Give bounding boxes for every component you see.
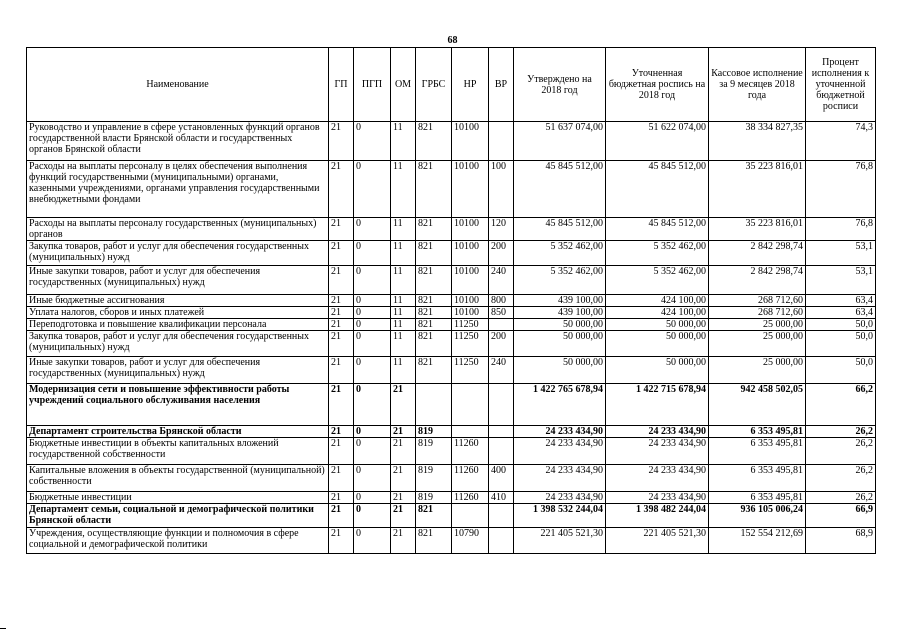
cell-refined: 24 233 434,90	[606, 465, 709, 492]
header-gp: ГП	[329, 48, 354, 122]
cell-approved: 24 233 434,90	[514, 426, 606, 438]
cell-refined: 50 000,00	[606, 331, 709, 357]
cell-approved: 24 233 434,90	[514, 438, 606, 465]
cell-om: 21	[391, 528, 416, 554]
table-body	[27, 122, 876, 554]
cell-percent: 76,8	[806, 161, 876, 218]
cell-refined: 221 405 521,30	[606, 528, 709, 554]
cell-name: Департамент семьи, социальной и демографической политики Брянской области	[27, 504, 329, 528]
cell-refined: 24 233 434,90	[606, 426, 709, 438]
cell-percent: 50,0	[806, 331, 876, 357]
cell-grbs: 821	[416, 122, 452, 161]
cell-om: 11	[391, 331, 416, 357]
cell-vr: 800	[489, 295, 514, 307]
cell-om: 11	[391, 241, 416, 266]
cell-percent: 50,0	[806, 319, 876, 331]
cell-grbs: 821	[416, 161, 452, 218]
cell-nr: 10100	[452, 122, 489, 161]
cell-pgp: 0	[354, 218, 391, 241]
cell-approved: 51 637 074,00	[514, 122, 606, 161]
cell-approved: 5 352 462,00	[514, 266, 606, 295]
cell-nr: 10100	[452, 266, 489, 295]
table-row	[27, 384, 876, 426]
cell-approved: 1 398 532 244,04	[514, 504, 606, 528]
cell-gp: 21	[329, 218, 354, 241]
cell-cash: 152 554 212,69	[709, 528, 806, 554]
table-row	[27, 122, 876, 161]
cell-refined: 5 352 462,00	[606, 266, 709, 295]
cell-name: Руководство и управление в сфере установленных функций органов государственной власти Брянской области и государственных органов Брянской области	[27, 122, 329, 161]
cell-pgp: 0	[354, 528, 391, 554]
cell-percent: 63,4	[806, 295, 876, 307]
table-row	[27, 357, 876, 384]
cell-cash: 6 353 495,81	[709, 426, 806, 438]
cell-cash: 35 223 816,01	[709, 218, 806, 241]
cell-refined: 45 845 512,00	[606, 161, 709, 218]
cell-gp: 21	[329, 122, 354, 161]
cell-refined: 1 398 482 244,04	[606, 504, 709, 528]
cell-grbs: 821	[416, 357, 452, 384]
cell-name: Капитальные вложения в объекты государственной (муниципальной) собственности	[27, 465, 329, 492]
table-row	[27, 295, 876, 307]
cell-grbs: 821	[416, 241, 452, 266]
header-pgp: ПГП	[354, 48, 391, 122]
cell-name: Закупка товаров, работ и услуг для обеспечения государственных (муниципальных) нужд	[27, 331, 329, 357]
table-row	[27, 241, 876, 266]
header-om: ОМ	[391, 48, 416, 122]
cell-grbs	[416, 384, 452, 426]
cell-pgp: 0	[354, 465, 391, 492]
cell-percent: 74,3	[806, 122, 876, 161]
cell-gp: 21	[329, 161, 354, 218]
cell-percent: 68,9	[806, 528, 876, 554]
cell-refined: 424 100,00	[606, 307, 709, 319]
cell-gp: 21	[329, 266, 354, 295]
cell-grbs: 821	[416, 331, 452, 357]
cell-grbs: 819	[416, 426, 452, 438]
cell-approved: 5 352 462,00	[514, 241, 606, 266]
cell-nr: 11260	[452, 465, 489, 492]
cell-vr: 410	[489, 492, 514, 504]
cell-vr	[489, 319, 514, 331]
cell-approved: 24 233 434,90	[514, 465, 606, 492]
table-header-row	[27, 48, 876, 122]
cell-name: Уплата налогов, сборов и иных платежей	[27, 307, 329, 319]
cell-refined: 51 622 074,00	[606, 122, 709, 161]
cell-pgp: 0	[354, 384, 391, 426]
cell-refined: 1 422 715 678,94	[606, 384, 709, 426]
header-approved: Утверждено на 2018 год	[514, 48, 606, 122]
cell-vr: 240	[489, 357, 514, 384]
page-number: 68	[447, 35, 458, 46]
table-row	[27, 465, 876, 492]
cell-grbs: 821	[416, 528, 452, 554]
cell-cash: 2 842 298,74	[709, 241, 806, 266]
cell-nr	[452, 384, 489, 426]
cell-cash: 268 712,60	[709, 307, 806, 319]
cell-vr: 200	[489, 241, 514, 266]
cell-approved: 50 000,00	[514, 357, 606, 384]
cell-name: Закупка товаров, работ и услуг для обеспечения государственных (муниципальных) нужд	[27, 241, 329, 266]
cell-refined: 5 352 462,00	[606, 241, 709, 266]
cell-cash: 268 712,60	[709, 295, 806, 307]
cell-om: 21	[391, 465, 416, 492]
cell-cash: 2 842 298,74	[709, 266, 806, 295]
cell-name: Модернизация сети и повышение эффективности работы учреждений социального обслуживания населения	[27, 384, 329, 426]
cell-pgp: 0	[354, 307, 391, 319]
cell-vr	[489, 504, 514, 528]
table-row	[27, 528, 876, 554]
cell-percent: 26,2	[806, 426, 876, 438]
cell-cash: 35 223 816,01	[709, 161, 806, 218]
cell-name: Иные бюджетные ассигнования	[27, 295, 329, 307]
table-row	[27, 504, 876, 528]
cell-vr: 240	[489, 266, 514, 295]
table-row	[27, 426, 876, 438]
cell-pgp: 0	[354, 504, 391, 528]
cell-percent: 53,1	[806, 241, 876, 266]
budget-table	[26, 47, 876, 554]
cell-approved: 24 233 434,90	[514, 492, 606, 504]
cell-pgp: 0	[354, 319, 391, 331]
cell-gp: 21	[329, 295, 354, 307]
table-row	[27, 492, 876, 504]
cell-nr: 11260	[452, 492, 489, 504]
cell-nr: 10100	[452, 295, 489, 307]
cell-percent: 53,1	[806, 266, 876, 295]
cell-vr: 850	[489, 307, 514, 319]
cell-grbs: 819	[416, 438, 452, 465]
cell-pgp: 0	[354, 161, 391, 218]
cell-vr	[489, 384, 514, 426]
cell-cash: 6 353 495,81	[709, 465, 806, 492]
cell-refined: 45 845 512,00	[606, 218, 709, 241]
cell-pgp: 0	[354, 426, 391, 438]
cell-approved: 1 422 765 678,94	[514, 384, 606, 426]
table-row	[27, 319, 876, 331]
table-row	[27, 307, 876, 319]
cell-approved: 50 000,00	[514, 331, 606, 357]
cell-approved: 439 100,00	[514, 307, 606, 319]
cell-om: 11	[391, 218, 416, 241]
cell-approved: 50 000,00	[514, 319, 606, 331]
header-nr: НР	[452, 48, 489, 122]
cell-gp: 21	[329, 426, 354, 438]
header-name: Наименование	[27, 48, 329, 122]
cell-vr	[489, 426, 514, 438]
cell-gp: 21	[329, 307, 354, 319]
cell-name: Иные закупки товаров, работ и услуг для обеспечения государственных (муниципальных) нужд	[27, 357, 329, 384]
cell-gp: 21	[329, 492, 354, 504]
cell-om: 21	[391, 438, 416, 465]
cell-gp: 21	[329, 528, 354, 554]
cell-cash: 25 000,00	[709, 357, 806, 384]
cell-percent: 66,9	[806, 504, 876, 528]
cell-gp: 21	[329, 438, 354, 465]
cell-nr: 10100	[452, 241, 489, 266]
cell-name: Бюджетные инвестиции в объекты капитальных вложений государственной собственности	[27, 438, 329, 465]
cell-approved: 45 845 512,00	[514, 218, 606, 241]
table-row	[27, 331, 876, 357]
cell-om: 21	[391, 504, 416, 528]
cell-vr: 100	[489, 161, 514, 218]
cell-percent: 26,2	[806, 438, 876, 465]
cell-cash: 6 353 495,81	[709, 492, 806, 504]
cell-refined: 24 233 434,90	[606, 438, 709, 465]
cell-om: 11	[391, 307, 416, 319]
cell-om: 11	[391, 357, 416, 384]
margin-rule	[0, 628, 6, 629]
cell-approved: 221 405 521,30	[514, 528, 606, 554]
cell-cash: 25 000,00	[709, 331, 806, 357]
cell-refined: 50 000,00	[606, 319, 709, 331]
cell-nr: 11250	[452, 331, 489, 357]
header-refined: Уточненная бюджетная роспись на 2018 год	[606, 48, 709, 122]
cell-refined: 424 100,00	[606, 295, 709, 307]
cell-name: Бюджетные инвестиции	[27, 492, 329, 504]
table-row	[27, 266, 876, 295]
cell-vr	[489, 528, 514, 554]
cell-gp: 21	[329, 357, 354, 384]
cell-om: 11	[391, 161, 416, 218]
cell-name: Департамент строительства Брянской области	[27, 426, 329, 438]
cell-gp: 21	[329, 465, 354, 492]
cell-nr: 11250	[452, 357, 489, 384]
cell-name: Учреждения, осуществляющие функции и полномочия в сфере социальной и демографической политики	[27, 528, 329, 554]
cell-percent: 76,8	[806, 218, 876, 241]
cell-vr	[489, 122, 514, 161]
cell-gp: 21	[329, 241, 354, 266]
cell-nr: 11260	[452, 438, 489, 465]
cell-pgp: 0	[354, 438, 391, 465]
cell-grbs: 821	[416, 504, 452, 528]
cell-gp: 21	[329, 331, 354, 357]
cell-nr: 10100	[452, 161, 489, 218]
header-vr: ВР	[489, 48, 514, 122]
cell-percent: 26,2	[806, 492, 876, 504]
cell-cash: 6 353 495,81	[709, 438, 806, 465]
cell-om: 11	[391, 266, 416, 295]
cell-pgp: 0	[354, 295, 391, 307]
cell-nr: 10790	[452, 528, 489, 554]
cell-om: 11	[391, 295, 416, 307]
cell-name: Расходы на выплаты персоналу государственных (муниципальных) органов	[27, 218, 329, 241]
cell-refined: 50 000,00	[606, 357, 709, 384]
cell-name: Переподготовка и повышение квалификации персонала	[27, 319, 329, 331]
cell-grbs: 819	[416, 492, 452, 504]
cell-grbs: 821	[416, 218, 452, 241]
cell-vr: 400	[489, 465, 514, 492]
cell-cash: 38 334 827,35	[709, 122, 806, 161]
header-grbs: ГРБС	[416, 48, 452, 122]
cell-gp: 21	[329, 384, 354, 426]
table-row	[27, 438, 876, 465]
cell-vr: 200	[489, 331, 514, 357]
cell-percent: 26,2	[806, 465, 876, 492]
cell-grbs: 821	[416, 295, 452, 307]
cell-nr	[452, 426, 489, 438]
cell-name: Расходы на выплаты персоналу в целях обеспечения выполнения функций государственными (муниципальными) органами, казенными учреждениями, органами управления государственными внебюджетными фондами	[27, 161, 329, 218]
cell-percent: 63,4	[806, 307, 876, 319]
cell-approved: 45 845 512,00	[514, 161, 606, 218]
cell-pgp: 0	[354, 266, 391, 295]
table-row	[27, 161, 876, 218]
cell-grbs: 821	[416, 319, 452, 331]
cell-pgp: 0	[354, 241, 391, 266]
cell-pgp: 0	[354, 357, 391, 384]
cell-cash: 942 458 502,05	[709, 384, 806, 426]
cell-cash: 25 000,00	[709, 319, 806, 331]
cell-om: 21	[391, 384, 416, 426]
cell-om: 21	[391, 426, 416, 438]
cell-gp: 21	[329, 504, 354, 528]
cell-percent: 66,2	[806, 384, 876, 426]
cell-name: Иные закупки товаров, работ и услуг для обеспечения государственных (муниципальных) нужд	[27, 266, 329, 295]
cell-nr	[452, 504, 489, 528]
cell-refined: 24 233 434,90	[606, 492, 709, 504]
cell-nr: 11250	[452, 319, 489, 331]
cell-grbs: 821	[416, 307, 452, 319]
cell-vr: 120	[489, 218, 514, 241]
cell-nr: 10100	[452, 218, 489, 241]
cell-percent: 50,0	[806, 357, 876, 384]
header-cash: Кассовое исполнение за 9 месяцев 2018 года	[709, 48, 806, 122]
table-row	[27, 218, 876, 241]
cell-om: 21	[391, 492, 416, 504]
cell-cash: 936 105 006,24	[709, 504, 806, 528]
cell-pgp: 0	[354, 492, 391, 504]
cell-pgp: 0	[354, 331, 391, 357]
cell-grbs: 821	[416, 266, 452, 295]
cell-approved: 439 100,00	[514, 295, 606, 307]
cell-om: 11	[391, 122, 416, 161]
cell-nr: 10100	[452, 307, 489, 319]
cell-vr	[489, 438, 514, 465]
cell-grbs: 819	[416, 465, 452, 492]
cell-gp: 21	[329, 319, 354, 331]
header-percent: Процент исполнения к уточненной бюджетной росписи	[806, 48, 876, 122]
cell-om: 11	[391, 319, 416, 331]
cell-pgp: 0	[354, 122, 391, 161]
